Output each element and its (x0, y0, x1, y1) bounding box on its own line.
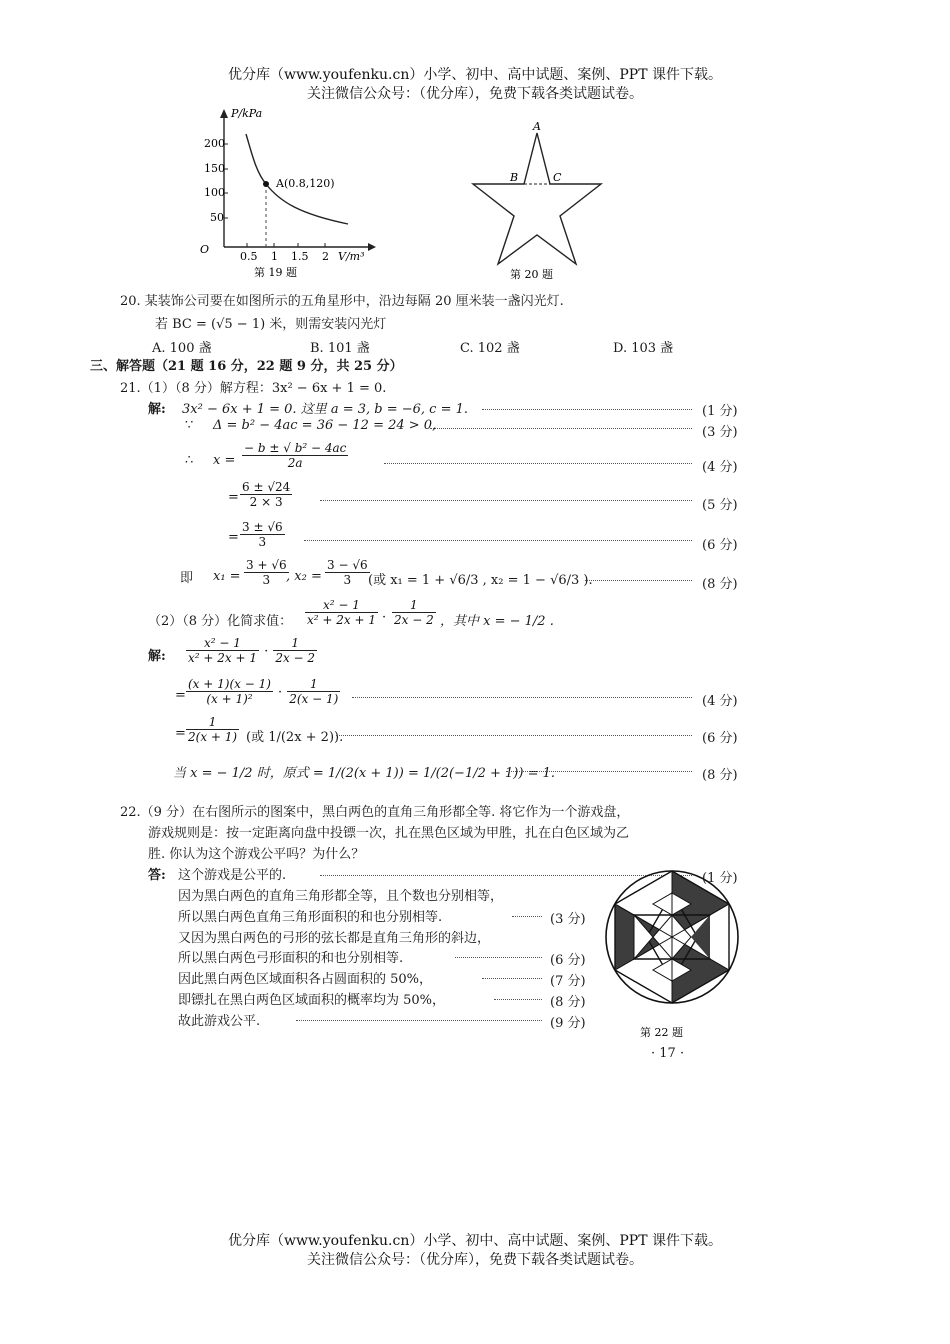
score-3: (3 分) (702, 425, 738, 440)
y-tick-150: 150 (204, 162, 225, 175)
part2-fraction-2: $\frac{1}{2x - 2}$ (394, 598, 434, 627)
x-axis-arrow (368, 243, 376, 251)
score-5: (5 分) (702, 498, 738, 513)
leader-dots (585, 580, 692, 581)
score-1: (1 分) (702, 404, 738, 419)
part2-fraction-1: $\frac{\text{x² − 1}}{\text{x² + 2x + 1}}$ (307, 598, 376, 627)
part2-tail: ，其中 x = − 1/2 . (440, 614, 554, 629)
step-5-fraction: $\frac{3 \pm √6}{3}$ (242, 520, 283, 549)
footer-line-1: 优分库（www.youfenku.cn）小学、初中、高中试题、案例、PPT 课件下载。 (227, 1233, 722, 1249)
leader-dots (336, 735, 692, 736)
x-equals: x = (213, 453, 236, 468)
q22-answer-3: 所以黑白两色直角三角形面积的和也分别相等. (178, 910, 443, 925)
q20-line-2: 若 BC = (√5 − 1) 米，则需安装闪光灯 (155, 317, 387, 332)
figure-20-caption: 第 20 题 (510, 268, 553, 281)
q21-part-1: 21.（1）（8 分）解方程：3x² − 6x + 1 = 0. (120, 381, 387, 396)
q22-answer-4: 又因为黑白两色的弓形的弦长都是直角三角形的斜边， (178, 931, 491, 946)
x2-fraction: $\frac{3 - √6}{3}$ (327, 558, 368, 587)
q22-score-9: (9 分) (550, 1016, 586, 1031)
step-4-fraction: $\frac{6 \pm √24}{2 \times 3}$ (242, 480, 291, 509)
q22-answer-8: 故此游戏公平. (178, 1014, 261, 1029)
part2-evaluation: 当 x = − 1/2 时，原式 = 1/(2(x + 1)) = 1/(2(−1/2 + 1)) = 1. (173, 766, 555, 781)
q21-step-2: Δ = b² − 4ac = 36 − 12 = 24 > 0, (213, 418, 437, 433)
q22-line-3: 胜. 你认为这个游戏公平吗？为什么？ (148, 847, 365, 862)
part2-step-2-alt: (或 1/(2x + 2)). (246, 730, 344, 745)
x1-label: x₁ = (213, 569, 241, 584)
q20-option-a: A. 100 盏 (152, 341, 212, 356)
label-b: B (510, 171, 519, 184)
q22-score-7: (7 分) (550, 974, 586, 989)
q20-option-d: D. 103 盏 (613, 341, 674, 356)
q22-answer-label: 答: (148, 868, 166, 883)
label-c: C (553, 171, 562, 184)
five-pointed-star (473, 133, 601, 264)
leader-dots (482, 978, 542, 979)
leader-dots (304, 540, 692, 541)
leader-dots (455, 957, 542, 958)
figure-20-star (465, 118, 610, 283)
figure-22-caption: 第 22 题 (640, 1026, 683, 1039)
point-a-label: A(0.8,120) (276, 177, 335, 190)
label-a: A (533, 120, 541, 133)
q20-option-c: C. 102 盏 (460, 341, 520, 356)
leader-dots (494, 999, 542, 1000)
y-tick-50: 50 (210, 211, 224, 224)
page-number: · 17 · (651, 1046, 685, 1061)
leader-dots (352, 697, 692, 698)
q22-answer-6: 因此黑白两色区域面积各占圆面积的 50%， (178, 972, 433, 987)
namely-label: 即 (180, 571, 194, 586)
therefore-symbol: ∴ (185, 453, 194, 468)
because-symbol: ∵ (185, 418, 194, 433)
score-4: (4 分) (702, 460, 738, 475)
figure-22-game-board (600, 860, 745, 1045)
q22-score-6: (6 分) (550, 953, 586, 968)
q20-option-b: B. 101 盏 (310, 341, 370, 356)
q22-answer-5: 所以黑白两色弓形面积的和也分别相等. (178, 951, 404, 966)
x2-label: , x₂ = (286, 569, 322, 584)
leader-dots (384, 463, 692, 464)
q21-step-1: 3x² − 6x + 1 = 0. 这里 a = 3, b = −6, c = 1. (182, 402, 469, 417)
x-axis-label: V/m³ (338, 250, 365, 263)
point-a (263, 181, 269, 187)
figure-19-caption: 第 19 题 (254, 266, 297, 279)
leader-dots (320, 500, 692, 501)
x1-fraction: $\frac{3 + √6}{3}$ (246, 558, 287, 587)
q22-answer-1: 这个游戏是公平的. (178, 868, 287, 883)
header-line-2: 关注微信公众号：（优分库），免费下载各类试题试卷。 (307, 86, 643, 102)
y-axis-label: P/kPa (231, 107, 263, 120)
quadratic-formula: $\frac{\text{− b ± √ b² − 4ac}}{2a}$ (244, 441, 347, 470)
leader-dots (296, 1020, 542, 1021)
q22-score-1: (1 分) (702, 871, 738, 886)
y-tick-100: 100 (204, 186, 225, 199)
section-3-title: 三、解答题（21 题 16 分，22 题 9 分，共 25 分） (90, 359, 403, 374)
figure-19-graph (190, 104, 380, 284)
x-tick-1: 1 (271, 250, 278, 263)
origin-label: O (200, 243, 210, 256)
leader-dots (482, 409, 692, 410)
x-tick-2: 2 (322, 250, 329, 263)
part2-solution-label: 解: (148, 649, 166, 664)
q22-score-8: (8 分) (550, 995, 586, 1010)
leader-dots (512, 916, 542, 917)
q20-line-1: 20. 某装饰公司要在如图所示的五角星形中，沿边每隔 20 厘米装一盏闪光灯. (120, 294, 564, 309)
q22-line-2: 游戏规则是：按一定距离向盘中投镖一次，扎在黑色区域为甲胜，扎在白色区域为乙 (148, 826, 630, 841)
q21-solution-label: 解: (148, 402, 166, 417)
q22-answer-7: 即镖扎在黑白两色区域面积的概率均为 50%， (178, 993, 446, 1008)
footer-line-2: 关注微信公众号：（优分库），免费下载各类试题试卷。 (307, 1252, 643, 1268)
alternative-roots: (或 x₁ = 1 + √6/3 , x₂ = 1 − √6/3 ). (368, 573, 593, 588)
q21-part-2: （2）（8 分）化简求值： (148, 614, 293, 629)
score-6: (6 分) (702, 538, 738, 553)
part2-step-1: $\frac{(x + 1)(x - 1)}{\text{(x + 1)²}}$ · $\frac{1}{2(x - 1)}$ (188, 677, 339, 706)
score-p2-6: (6 分) (702, 731, 738, 746)
y-axis-arrow (220, 109, 228, 118)
header-line-1: 优分库（www.youfenku.cn）小学、初中、高中试题、案例、PPT 课件下载。 (227, 67, 722, 83)
score-p2-4: (4 分) (702, 694, 738, 709)
leader-dots (430, 428, 692, 429)
score-p2-8: (8 分) (702, 768, 738, 783)
q22-line-1: 22.（9 分）在右图所示的图案中，黑白两色的直角三角形都全等. 将它作为一个游戏盘， (120, 805, 630, 820)
q22-answer-2: 因为黑白两色的直角三角形都全等，且个数也分别相等， (178, 889, 504, 904)
part2-step-2: $\frac{1}{2(x + 1)}$ (188, 715, 238, 744)
x-tick-0.5: 0.5 (240, 250, 258, 263)
score-8: (8 分) (702, 577, 738, 592)
part2-restated: $\frac{\text{x² − 1}}{\text{x² + 2x + 1}}$ · $\frac{1}{2x - 2}$ (188, 636, 316, 665)
x-tick-1.5: 1.5 (291, 250, 309, 263)
leader-dots (506, 771, 692, 772)
y-tick-200: 200 (204, 137, 225, 150)
q22-score-3: (3 分) (550, 912, 586, 927)
